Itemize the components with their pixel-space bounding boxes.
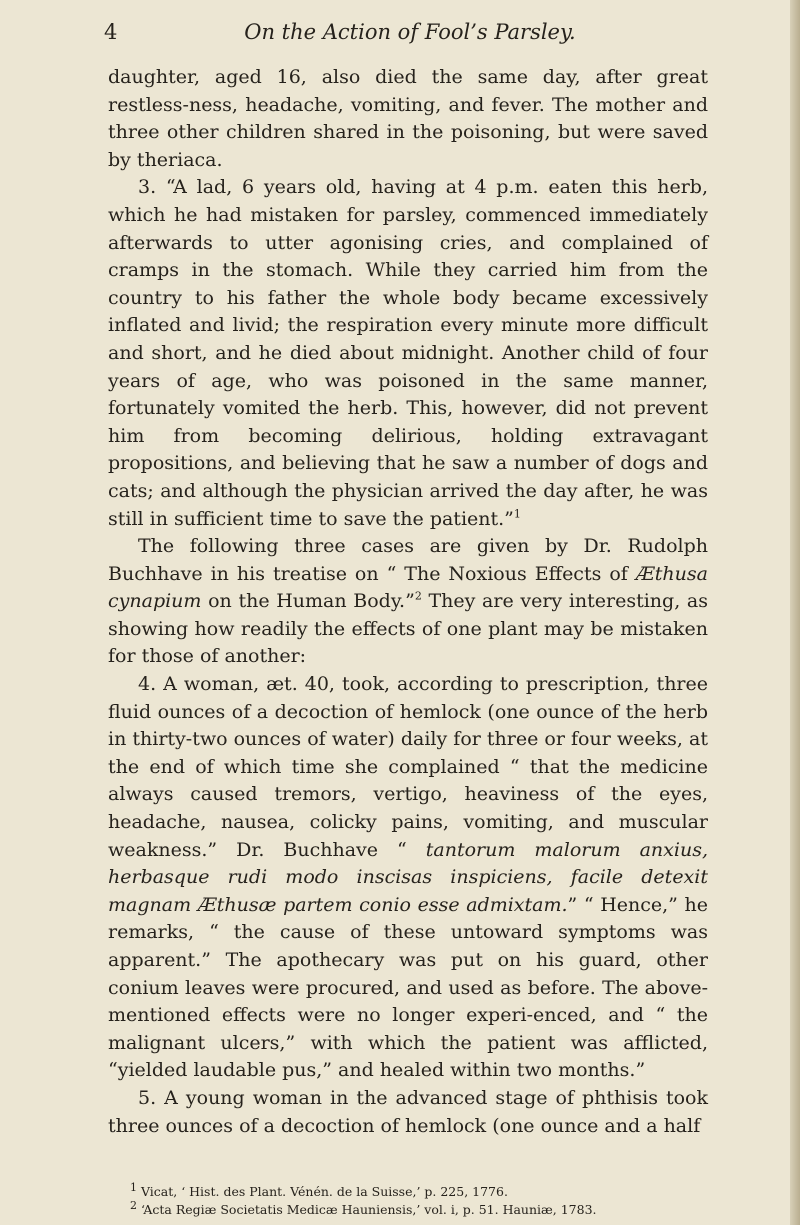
paragraph — [108, 671, 708, 1085]
italic-text: tantorum malorum anxius, herbasque rudi modo inscisas inspiciens, facile detexit magnam Æthusæ partem conio esse admixtam. — [108, 838, 708, 916]
footnote — [108, 1180, 728, 1201]
footnote-reference: 2 — [414, 589, 422, 603]
paragraph — [108, 533, 708, 671]
text-run: They are very interesting, as showing how readily the effects of one plant may be mistaken for those of another: — [108, 590, 708, 668]
text-run: ” “ Hence,” he remarks, “ the cause of these untoward symptoms was apparent.” The apothecary was put on his guard, other conium leaves were procured, and used as before. The above-mentioned effects were no longer experi-enced, and “ the malignant ulcers,” with which the patient was afflicted, “yielded laudable pus,” and healed within two months.” — [108, 893, 708, 1082]
footnote-mark: 1 — [130, 1180, 137, 1194]
footnote — [108, 1198, 728, 1219]
footnote-text: ‘Acta Regiæ Societatis Medicæ Hauniensis,’ vol. i, p. 51. Hauniæ, 1783. — [140, 1202, 597, 1217]
paragraph — [108, 1085, 708, 1140]
page-number: 4 — [104, 20, 118, 44]
page-edge — [790, 0, 800, 1225]
text-run: on the Human Body.” — [201, 590, 415, 613]
text-run: daughter, aged 16, also died the same day, after great restless-ness, headache, vomiting, and fever. The mother and three other children shared in the poisoning, but were saved by theriaca. — [108, 66, 708, 171]
footnotes — [108, 1180, 728, 1219]
text-run: 3. “A lad, 6 years old, having at 4 p.m. eaten this herb, which he had mistaken for parsley, commenced immediately afterwards to utter agonising cries, and complained of cramps in the stomach. While they carried him from the country to his father the whole body became excessively inflated and livid; the respiration every minute more difficult and short, and he died about midnight. Another child of four years of age, who was poisoned in the same manner, fortunately vomited the herb. This, however, did not prevent him from becoming delirious, holding extravagant propositions, and believing that he saw a number of dogs and cats; and although the physician arrived the day after, he was still in sufficient time to save the patient.” — [108, 176, 708, 530]
footnote-mark: 2 — [130, 1198, 137, 1212]
body-text — [108, 64, 708, 1140]
text-run: 4. A woman, æt. 40, took, according to prescription, three fluid ounces of a decoction of hemlock (one ounce of the herb in thirty-two ounces of water) daily for three or four weeks, at the end of which time she complained “ that the medicine always caused tremors, vertigo, heaviness of the eyes, headache, nausea, colicky pains, vomiting, and muscular weakness.” Dr. Buchhave “ — [108, 673, 708, 861]
paragraph — [108, 174, 708, 533]
italic-text: Æthusa cynapium — [108, 562, 708, 613]
running-title: On the Action of Fool’s Parsley. — [244, 20, 576, 44]
text-run: The following three cases are given by Dr. Rudolph Buchhave in his treatise on “ The Noxious Effects of — [108, 535, 708, 585]
footnote-text: Vicat, ‘ Hist. des Plant. Vénén. de la Suisse,’ p. 225, 1776. — [140, 1184, 508, 1199]
page-header — [104, 20, 716, 50]
paragraph — [108, 64, 708, 174]
text-run: 5. A young woman in the advanced stage of phthisis took three ounces of a decoction of hemlock (one ounce and a half — [108, 1086, 708, 1137]
footnote-reference: 1 — [513, 507, 521, 521]
